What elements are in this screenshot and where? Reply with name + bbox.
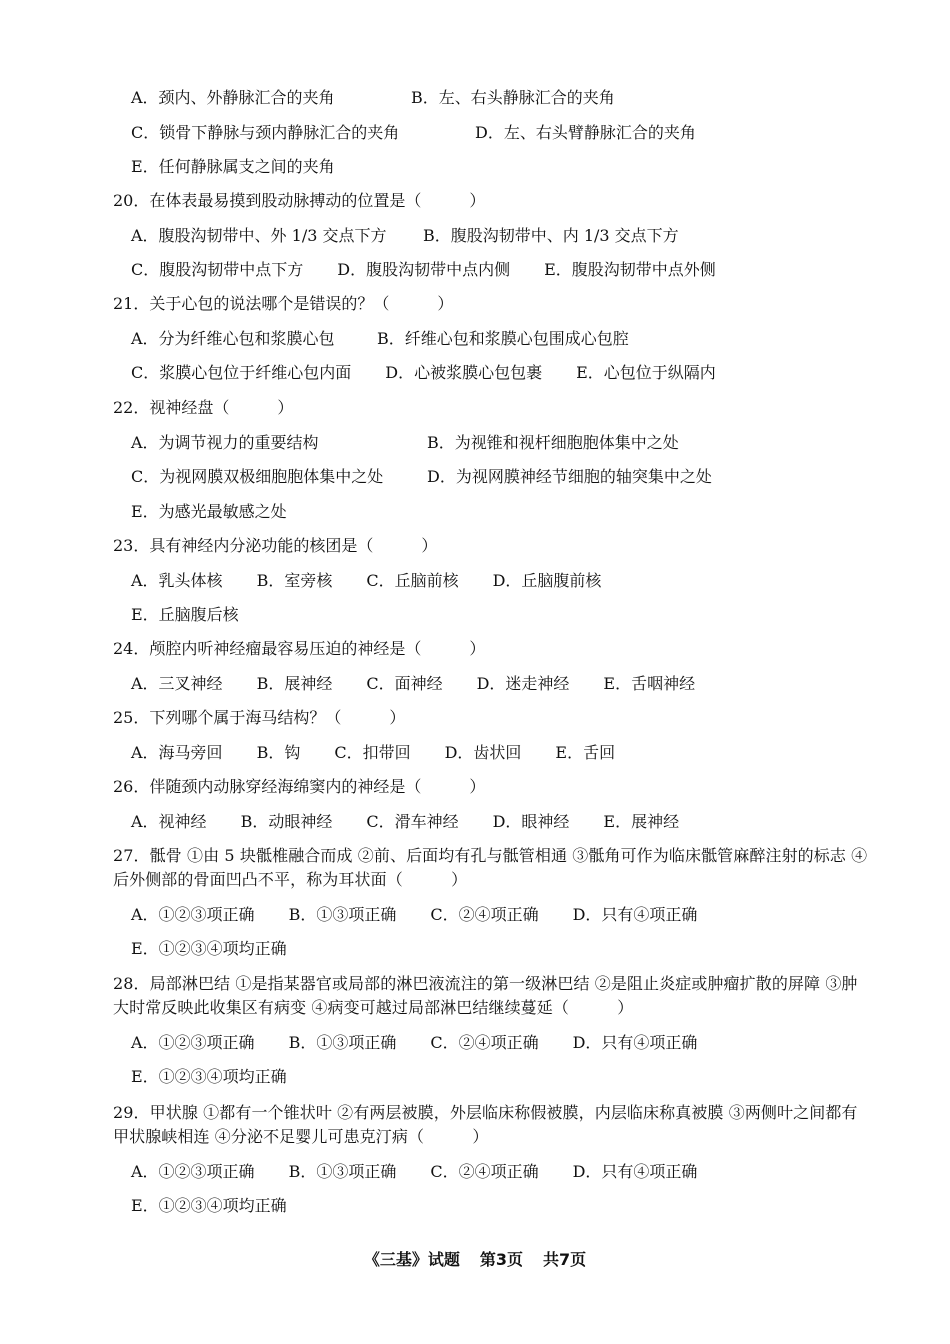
options-row (131, 224, 871, 259)
options-row (131, 155, 730, 190)
option-c: C．扣带回 (334, 742, 411, 762)
option-c: C．面神经 (366, 673, 443, 693)
option-d: D．腹股沟韧带中点内侧 (337, 260, 511, 279)
option-d: D．只有④项正确 (572, 1161, 698, 1181)
footer-total-pages: 共7页 (543, 1250, 587, 1269)
option-e: E．①②③④项均正确 (131, 939, 287, 958)
option-d: D．为视网膜神经节细胞的轴突集中之处 (427, 467, 712, 486)
question-20 (113, 189, 871, 293)
question-stem: 27．骶骨 ①由 5 块骶椎融合而成 ②前、后面均有孔与骶管相通 ③骶角可作为临床骶管麻醉注射的标志 ④后外侧部的骨面凹凸不平，称为耳状面（ ） (113, 846, 868, 889)
option-b: B．①③项正确 (288, 904, 397, 924)
question-stem: 28．局部淋巴结 ①是指某器官或局部的淋巴液流注的第一级淋巴结 ②是阻止炎症或肿瘤扩散的屏障 ③肿大时常反映此收集区有病变 ④病变可越过局部淋巴结继续蔓延（ ） (113, 974, 858, 1017)
option-d: D．丘脑腹前核 (492, 570, 602, 590)
options-row (131, 1031, 871, 1066)
question-21 (113, 292, 871, 396)
option-a: A．分为纤维心包和浆膜心包 (131, 328, 335, 348)
option-b: B．①③项正确 (288, 1161, 397, 1181)
q19-options (131, 86, 730, 190)
question-26 (113, 775, 871, 844)
option-c: C．锁骨下静脉与颈内静脉汇合的夹角 (131, 122, 400, 142)
option-d: D．眼神经 (492, 811, 570, 831)
options-row (131, 569, 871, 604)
footer-title: 《三基》试题 (363, 1250, 460, 1269)
options-row (131, 327, 871, 362)
option-a: A．①②③项正确 (131, 1161, 255, 1181)
options-row (131, 741, 871, 776)
options-row (131, 672, 871, 707)
option-e: E．舌咽神经 (603, 673, 696, 693)
question-27 (113, 844, 871, 972)
options-row (131, 903, 871, 938)
question-25 (113, 706, 871, 775)
options-row (131, 603, 871, 638)
question-stem: 23．具有神经内分泌功能的核团是（ ） (113, 536, 438, 555)
options-row (131, 810, 871, 845)
option-b: B．①③项正确 (288, 1032, 397, 1052)
question-29 (113, 1101, 871, 1229)
option-b: B．展神经 (256, 673, 333, 693)
options-row (131, 121, 730, 156)
option-e: E．任何静脉属支之间的夹角 (131, 157, 335, 176)
question-stem: 26．伴随颈内动脉穿经海绵窦内的神经是（ ） (113, 777, 486, 796)
options-row (131, 465, 871, 500)
options-row (131, 937, 871, 972)
question-stem: 22．视神经盘（ ） (113, 398, 294, 417)
option-a: A．视神经 (131, 811, 207, 831)
option-c: C．丘脑前核 (366, 570, 459, 590)
option-c: C．浆膜心包位于纤维心包内面 (131, 363, 352, 382)
option-b: B．室旁核 (256, 570, 333, 590)
footer-page-number: 第3页 (479, 1250, 523, 1269)
option-a: A．颈内、外静脉汇合的夹角 (131, 88, 335, 107)
option-b: B．腹股沟韧带中、内 1/3 交点下方 (423, 225, 679, 245)
question-stem: 21．关于心包的说法哪个是错误的？（ ） (113, 294, 454, 313)
question-22 (113, 396, 871, 534)
option-e: E．腹股沟韧带中点外侧 (544, 260, 716, 279)
option-b: B．纤维心包和浆膜心包围成心包腔 (377, 328, 629, 348)
question-stem: 24．颅腔内听神经瘤最容易压迫的神经是（ ） (113, 639, 486, 658)
option-a: A．①②③项正确 (131, 904, 255, 924)
question-stem: 20．在体表最易摸到股动脉搏动的位置是（ ） (113, 191, 486, 210)
option-a: A．为调节视力的重要结构 (131, 432, 319, 452)
page-footer (0, 1247, 950, 1270)
options-row (131, 431, 871, 466)
option-b: B．为视锥和视杆细胞胞体集中之处 (427, 432, 679, 452)
option-d: D．心被浆膜心包包裹 (385, 363, 543, 382)
option-d: D．只有④项正确 (572, 904, 698, 924)
option-a: A．海马旁回 (131, 742, 223, 762)
options-row (131, 258, 871, 293)
option-e: E．舌回 (555, 742, 616, 762)
option-b: B．钩 (256, 742, 301, 762)
option-b: B．左、右头静脉汇合的夹角 (411, 88, 615, 107)
option-d: D．迷走神经 (476, 673, 570, 693)
options-row (131, 361, 871, 396)
option-d: D．只有④项正确 (572, 1032, 698, 1052)
options-row (131, 1065, 871, 1100)
options-row (131, 86, 730, 121)
option-c: C．②④项正确 (430, 1032, 539, 1052)
option-e: E．①②③④项均正确 (131, 1067, 287, 1086)
question-28 (113, 972, 871, 1100)
option-e: E．①②③④项均正确 (131, 1196, 287, 1215)
question-24 (113, 637, 871, 706)
option-a: A．腹股沟韧带中、外 1/3 交点下方 (131, 225, 387, 245)
option-e: E．丘脑腹后核 (131, 605, 239, 624)
option-e: E．为感光最敏感之处 (131, 501, 287, 521)
option-c: C．②④项正确 (430, 1161, 539, 1181)
option-a: A．①②③项正确 (131, 1032, 255, 1052)
option-b: B．动眼神经 (240, 811, 333, 831)
option-c: C．滑车神经 (366, 811, 459, 831)
option-e: E．展神经 (603, 811, 680, 831)
question-stem: 29．甲状腺 ①都有一个锥状叶 ②有两层被膜，外层临床称假被膜，内层临床称真被膜 ③两侧叶之间都有甲状腺峡相连 ④分泌不足婴儿可患克汀病（ ） (113, 1103, 858, 1146)
options-row (131, 1194, 871, 1229)
option-c: C．②④项正确 (430, 904, 539, 924)
options-row (131, 1160, 871, 1195)
question-23 (113, 534, 871, 638)
option-a: A．乳头体核 (131, 570, 223, 590)
option-e: E．心包位于纵隔内 (576, 363, 716, 382)
question-stem: 25．下列哪个属于海马结构？（ ） (113, 708, 406, 727)
option-d: D．齿状回 (444, 742, 522, 762)
option-c: C．腹股沟韧带中点下方 (131, 260, 304, 279)
option-c: C．为视网膜双极细胞胞体集中之处 (131, 467, 384, 486)
option-a: A．三叉神经 (131, 673, 223, 693)
options-row (131, 500, 871, 535)
option-d: D．左、右头臂静脉汇合的夹角 (475, 122, 696, 142)
